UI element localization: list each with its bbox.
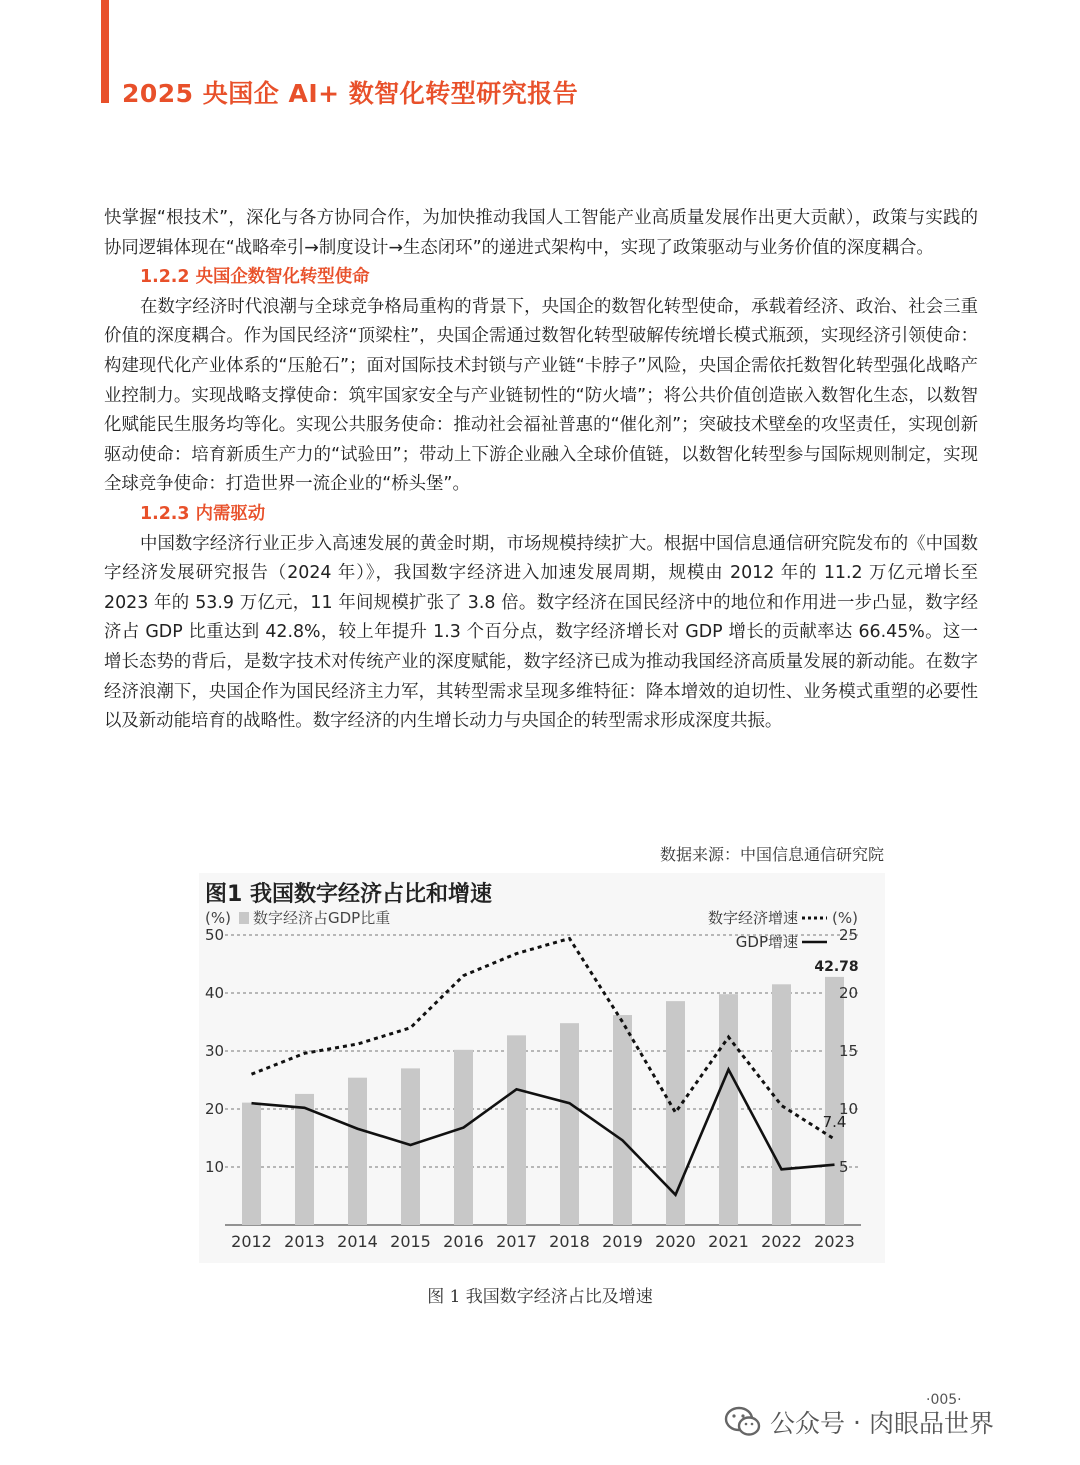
- section-heading-mission: 1.2.2 央国企数智化转型使命: [140, 267, 370, 288]
- body-text: [104, 204, 978, 737]
- bar-digital-economy-share: [666, 1001, 685, 1225]
- right-axis-tick: 25: [839, 926, 859, 944]
- wechat-icon: [724, 1405, 762, 1439]
- bar-digital-economy-share: [719, 994, 738, 1225]
- account-name: 肉眼品世界: [868, 1409, 994, 1438]
- bar-digital-economy-share: [507, 1035, 526, 1225]
- x-axis-tick: 2017: [496, 1232, 537, 1251]
- x-axis-tick: 2020: [655, 1232, 696, 1251]
- line-gdp-growth: [252, 1070, 835, 1195]
- left-axis-tick: 30: [205, 1042, 225, 1060]
- bar-digital-economy-share: [295, 1094, 314, 1225]
- x-axis-tick: 2023: [814, 1232, 855, 1251]
- legend-bar-swatch: [239, 912, 249, 924]
- bar-digital-economy-share: [242, 1103, 261, 1225]
- demand-paragraph: 中国数字经济行业正步入高速发展的黄金时期，市场规模持续扩大。根据中国信息通信研究院发布的《中国数字经济发展研究报告（2024 年）》，我国数字经济进入加速发展周期，规模由 2012 年的 11.2 万亿元增长至 2023 年的 53.9 万亿元，11 年间规模扩张了 3.8 倍。数字经济在国民经济中的地位和作用进一步凸显，数字经济占 GDP 比重达到 42.8%，较上年提升 1.3 个百分点，数字经济增长对 GDP 增长的贡献率达 66.45%。这一增长态势的背后，是数字技术对传统产业的深度赋能，数字经济已成为推动我国经济高质量发展的新动能。在数字经济浪潮下，央国企作为国民经济主力军，其转型需求呈现多维特征：降本增效的迫切性、业务模式重塑的必要性以及新动能培育的战略性。数字经济的内生增长动力与央国企的转型需求形成深度共振。: [104, 533, 978, 732]
- x-axis-tick: 2012: [231, 1232, 272, 1251]
- chart-title: 图1 我国数字经济占比和增速: [205, 882, 492, 907]
- right-axis-tick: 5: [839, 1158, 849, 1176]
- left-axis-tick: 50: [205, 926, 225, 944]
- x-axis-tick: 2016: [443, 1232, 484, 1251]
- bar-digital-economy-share: [560, 1023, 579, 1225]
- header-accent-bar: [101, 0, 109, 103]
- left-axis-unit: (%): [205, 909, 231, 927]
- x-axis-tick: 2022: [761, 1232, 802, 1251]
- figure-caption: 图 1 我国数字经济占比及增速: [427, 1287, 653, 1307]
- mission-paragraph: 在数字经济时代浪潮与全球竞争格局重构的背景下，央国企的数智化转型使命，承载着经济、政治、社会三重价值的深度耦合。作为国民经济“顶梁柱”，央国企需通过数智化转型破解传统增长模式瓶颈，实现经济引领使命：构建现代化产业体系的“压舱石”；面对国际技术封锁与产业链“卡脖子”风险，央国企需依托数智化转型强化战略产业控制力。实现战略支撑使命：筑牢国家安全与产业链韧性的“防火墙”；将公共价值创造嵌入数智化生态，以数智化赋能民生服务均等化。实现公共服务使命：推动社会福祉普惠的“催化剂”；突破技术壁垒的攻坚责任，实现创新驱动使命：培育新质生产力的“试验田”；带动上下游企业融入全球价值链，以数智化转型参与国际规则制定，实现全球竞争使命：打造世界一流企业的“桥头堡”。: [104, 296, 978, 495]
- watermark-separator: ·: [853, 1407, 861, 1437]
- right-axis-tick: 20: [839, 984, 859, 1002]
- wechat-watermark: [724, 1402, 994, 1442]
- legend-bar-label: 数字经济占GDP比重: [253, 909, 391, 927]
- left-axis-tick: 20: [205, 1100, 225, 1118]
- bar-digital-economy-share: [401, 1068, 420, 1225]
- data-label-share-2023: 42.78: [814, 958, 859, 975]
- data-label-growth-2023: 7.4: [822, 1113, 847, 1132]
- digital-economy-chart: [199, 873, 885, 1263]
- legend-dashed-label: 数字经济增速: [707, 909, 798, 927]
- left-axis-tick: 10: [205, 1158, 225, 1176]
- x-axis-tick: 2018: [549, 1232, 590, 1251]
- bar-digital-economy-share: [348, 1078, 367, 1225]
- legend-solid-label: GDP增速: [735, 933, 798, 951]
- data-source-note: 数据来源：中国信息通信研究院: [659, 845, 884, 864]
- report-title: 2025 央国企 AI+ 数智化转型研究报告: [122, 79, 579, 108]
- right-axis-unit: (%): [832, 909, 858, 927]
- left-axis-tick: 40: [205, 984, 225, 1002]
- page-number: ·005·: [926, 1392, 962, 1408]
- x-axis-tick: 2021: [708, 1232, 749, 1251]
- x-axis-tick: 2015: [390, 1232, 431, 1251]
- x-axis-tick: 2013: [284, 1232, 325, 1251]
- section-heading-demand: 1.2.3 内需驱动: [140, 503, 266, 524]
- intro-paragraph: 快掌握“根技术”，深化与各方协同合作，为加快推动我国人工智能产业高质量发展作出更大贡献），政策与实践的协同逻辑体现在“战略牵引→制度设计→生态闭环”的递进式架构中，实现了政策驱动与业务价值的深度耦合。: [104, 208, 978, 258]
- right-axis-tick: 10: [839, 1100, 859, 1118]
- bar-digital-economy-share: [772, 984, 791, 1225]
- right-axis-tick: 15: [839, 1042, 859, 1060]
- x-axis-tick: 2019: [602, 1232, 643, 1251]
- account-prefix: 公众号: [770, 1409, 846, 1438]
- bar-digital-economy-share: [454, 1050, 473, 1225]
- bar-digital-economy-share: [613, 1015, 632, 1225]
- chart-figure: [199, 873, 885, 1263]
- x-axis-tick: 2014: [337, 1232, 378, 1251]
